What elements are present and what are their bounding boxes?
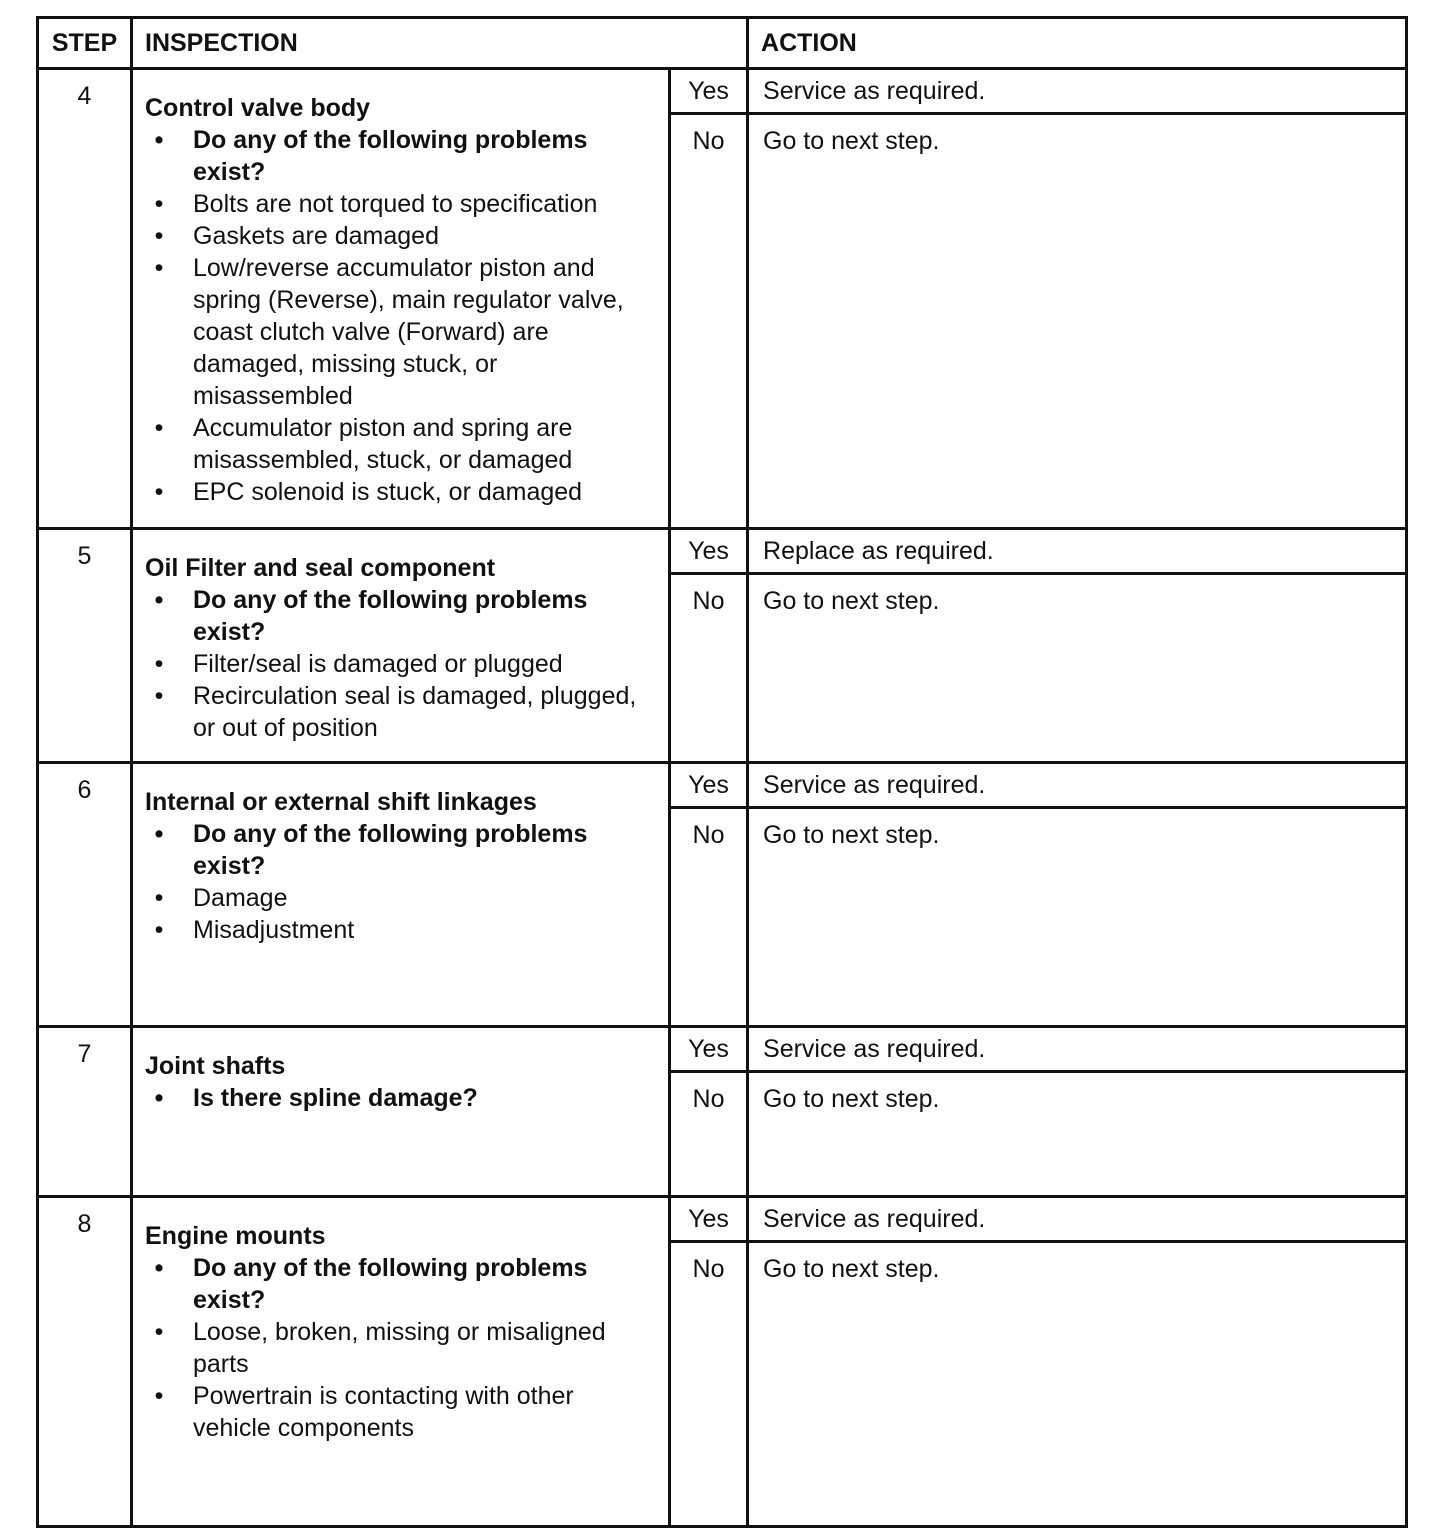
- inspection-cell: [132, 1027, 670, 1197]
- yes-label: Yes: [670, 1027, 748, 1072]
- bullet: •: [154, 414, 164, 442]
- list-item: [145, 914, 656, 946]
- list-item-text: Bolts are not torqued to specification: [193, 190, 598, 218]
- bullet: •: [154, 1382, 164, 1410]
- inspection-cell: [132, 763, 670, 1027]
- inspection-title: Control valve body: [145, 94, 371, 122]
- yes-action: Service as required.: [748, 1197, 1407, 1242]
- question-item: [145, 1082, 656, 1114]
- bullet: •: [154, 916, 164, 944]
- list-item: [145, 1316, 656, 1380]
- inspection-cell: [132, 1197, 670, 1527]
- list-item: [145, 188, 656, 220]
- list-item: [145, 476, 656, 508]
- bullet: •: [154, 682, 164, 710]
- step-row-yes: [38, 1027, 1407, 1072]
- inspection-cell: [132, 69, 670, 529]
- inspection-list: [145, 1252, 656, 1444]
- question-item: [145, 1252, 656, 1316]
- yes-label: Yes: [670, 1197, 748, 1242]
- header-action: ACTION: [748, 18, 1407, 69]
- no-label: No: [670, 808, 748, 1027]
- question-text: Is there spline damage?: [193, 1084, 478, 1112]
- inspection-title: Engine mounts: [145, 1222, 326, 1250]
- no-label: No: [670, 1072, 748, 1197]
- list-item-text: Powertrain is contacting with other vehicle components: [193, 1382, 574, 1442]
- no-action: Go to next step.: [748, 808, 1407, 1027]
- step-row-yes: [38, 69, 1407, 114]
- step-number: 4: [38, 69, 132, 529]
- bullet: •: [154, 884, 164, 912]
- yes-action: Service as required.: [748, 763, 1407, 808]
- question-item: [145, 818, 656, 882]
- bullet: •: [154, 222, 164, 250]
- bullet: •: [154, 190, 164, 218]
- yes-label: Yes: [670, 529, 748, 574]
- no-label: No: [670, 574, 748, 763]
- bullet: •: [154, 586, 164, 614]
- question-text: Do any of the following problems exist?: [193, 820, 588, 880]
- list-item: [145, 648, 656, 680]
- inspection-list: [145, 818, 656, 946]
- list-item: [145, 412, 656, 476]
- yes-label: Yes: [670, 763, 748, 808]
- yes-action: Service as required.: [748, 1027, 1407, 1072]
- list-item: [145, 220, 656, 252]
- header-row: [38, 18, 1407, 69]
- bullet: •: [154, 254, 164, 282]
- inspection-list: [145, 584, 656, 744]
- list-item-text: Filter/seal is damaged or plugged: [193, 650, 563, 678]
- question-item: [145, 124, 656, 188]
- yes-action: Service as required.: [748, 69, 1407, 114]
- question-text: Do any of the following problems exist?: [193, 586, 588, 646]
- bullet: •: [154, 1318, 164, 1346]
- inspection-cell: [132, 529, 670, 763]
- step-number: 6: [38, 763, 132, 1027]
- bullet: •: [154, 126, 164, 154]
- question-text: Do any of the following problems exist?: [193, 1254, 588, 1314]
- step-row-yes: [38, 763, 1407, 808]
- list-item: [145, 680, 656, 744]
- step-row-yes: [38, 529, 1407, 574]
- bullet: •: [154, 650, 164, 678]
- list-item-text: Accumulator piston and spring are misassembled, stuck, or damaged: [193, 414, 573, 474]
- bullet: •: [154, 820, 164, 848]
- no-label: No: [670, 1242, 748, 1527]
- question-text: Do any of the following problems exist?: [193, 126, 588, 186]
- list-item-text: Low/reverse accumulator piston and spring (Reverse), main regulator valve, coast clutch valve (Forward) are damaged, missing stuck, or misassembled: [193, 254, 624, 410]
- no-action: Go to next step.: [748, 1072, 1407, 1197]
- list-item: [145, 1380, 656, 1444]
- list-item-text: Misadjustment: [193, 916, 355, 944]
- inspection-title: Oil Filter and seal component: [145, 554, 496, 582]
- yes-label: Yes: [670, 69, 748, 114]
- list-item-text: EPC solenoid is stuck, or damaged: [193, 478, 583, 506]
- diagnosis-table: [36, 16, 1408, 1528]
- no-action: Go to next step.: [748, 574, 1407, 763]
- inspection-title: Internal or external shift linkages: [145, 788, 537, 816]
- list-item-text: Gaskets are damaged: [193, 222, 439, 250]
- header-step: STEP: [38, 18, 132, 69]
- step-row-yes: [38, 1197, 1407, 1242]
- no-action: Go to next step.: [748, 114, 1407, 529]
- step-number: 7: [38, 1027, 132, 1197]
- list-item-text: Damage: [193, 884, 288, 912]
- header-inspection: INSPECTION: [132, 18, 748, 69]
- inspection-list: [145, 1082, 656, 1114]
- no-action: Go to next step.: [748, 1242, 1407, 1527]
- bullet: •: [154, 1084, 164, 1112]
- yes-action: Replace as required.: [748, 529, 1407, 574]
- step-number: 5: [38, 529, 132, 763]
- list-item: [145, 882, 656, 914]
- list-item: [145, 252, 656, 412]
- inspection-list: [145, 124, 656, 508]
- step-number: 8: [38, 1197, 132, 1527]
- list-item-text: Loose, broken, missing or misaligned parts: [193, 1318, 606, 1378]
- question-item: [145, 584, 656, 648]
- list-item-text: Recirculation seal is damaged, plugged, or out of position: [193, 682, 637, 742]
- no-label: No: [670, 114, 748, 529]
- inspection-title: Joint shafts: [145, 1052, 286, 1080]
- bullet: •: [154, 478, 164, 506]
- bullet: •: [154, 1254, 164, 1282]
